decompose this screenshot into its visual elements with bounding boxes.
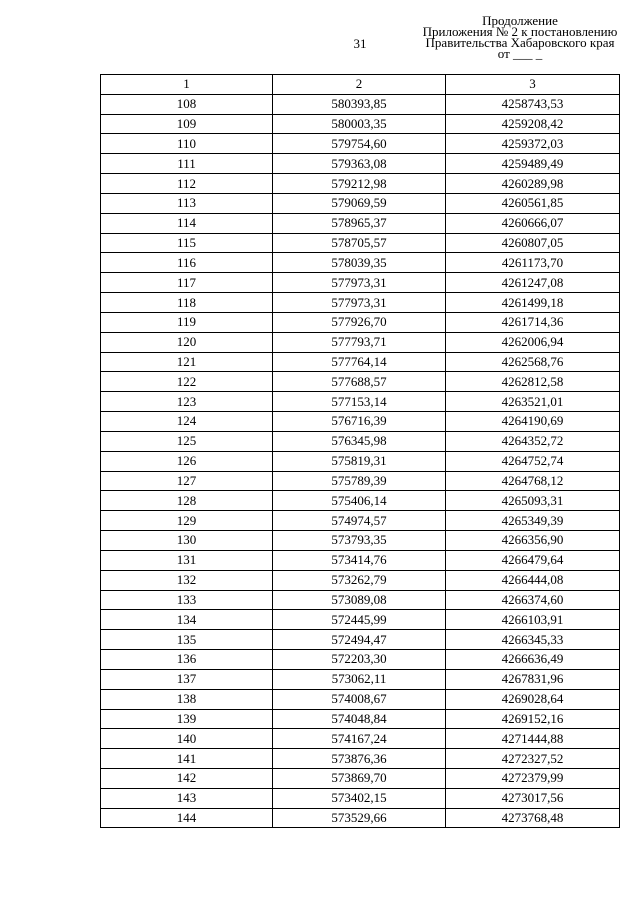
table-cell: 578965,37 [273, 213, 446, 233]
table-row [101, 471, 620, 491]
table-cell: 4266636,49 [446, 650, 620, 670]
header-line: от ___ _ [497, 46, 543, 61]
table-cell: 580393,85 [273, 94, 446, 114]
table-cell: 577973,31 [273, 293, 446, 313]
table-row [101, 531, 620, 551]
table-cell: 4264190,69 [446, 412, 620, 432]
table-cell: 4265349,39 [446, 511, 620, 531]
table-cell: 4259489,49 [446, 154, 620, 174]
table-cell: 576716,39 [273, 412, 446, 432]
table-cell: 120 [101, 332, 273, 352]
table-cell: 124 [101, 412, 273, 432]
table-cell: 579212,98 [273, 174, 446, 194]
table-cell: 577926,70 [273, 312, 446, 332]
table-cell: 125 [101, 431, 273, 451]
table-row [101, 273, 620, 293]
table-row [101, 511, 620, 531]
table-cell: 574167,24 [273, 729, 446, 749]
column-header: 2 [273, 75, 446, 95]
table-row [101, 689, 620, 709]
coordinates-table [100, 74, 620, 828]
table-row [101, 808, 620, 828]
table-cell: 131 [101, 550, 273, 570]
table-cell: 123 [101, 392, 273, 412]
table-row [101, 451, 620, 471]
table-cell: 4264352,72 [446, 431, 620, 451]
table-cell: 121 [101, 352, 273, 372]
table-cell: 135 [101, 630, 273, 650]
table-cell: 4273768,48 [446, 808, 620, 828]
table-cell: 580003,35 [273, 114, 446, 134]
table-cell: 4262812,58 [446, 372, 620, 392]
table-cell: 4260289,98 [446, 174, 620, 194]
table-row [101, 431, 620, 451]
table-cell: 574008,67 [273, 689, 446, 709]
table-cell: 575819,31 [273, 451, 446, 471]
table-cell: 4266374,60 [446, 590, 620, 610]
table-cell: 575789,39 [273, 471, 446, 491]
table-row [101, 233, 620, 253]
table-cell: 4261173,70 [446, 253, 620, 273]
table-row [101, 709, 620, 729]
page-number: 31 [353, 36, 367, 51]
header-line: Приложения № 2 к постановлению [422, 24, 618, 39]
table-cell: 577764,14 [273, 352, 446, 372]
table-row [101, 213, 620, 233]
table-cell: 579069,59 [273, 193, 446, 213]
table-cell: 127 [101, 471, 273, 491]
table-row [101, 491, 620, 511]
table-cell: 143 [101, 788, 273, 808]
table-cell: 4261499,18 [446, 293, 620, 313]
table-row [101, 352, 620, 372]
table-cell: 4266356,90 [446, 531, 620, 551]
table-cell: 4261247,08 [446, 273, 620, 293]
table-cell: 129 [101, 511, 273, 531]
table-row [101, 372, 620, 392]
table-body [101, 94, 620, 828]
table-row [101, 293, 620, 313]
table-cell: 576345,98 [273, 431, 446, 451]
table-cell: 577153,14 [273, 392, 446, 412]
table-cell: 4260561,85 [446, 193, 620, 213]
table-row [101, 788, 620, 808]
table-cell: 4273017,56 [446, 788, 620, 808]
table-cell: 142 [101, 768, 273, 788]
column-header: 3 [446, 75, 620, 95]
table-cell: 4264752,74 [446, 451, 620, 471]
table-cell: 4271444,88 [446, 729, 620, 749]
table-cell: 126 [101, 451, 273, 471]
table-cell: 112 [101, 174, 273, 194]
table-cell: 573089,08 [273, 590, 446, 610]
table-row [101, 154, 620, 174]
table-cell: 575406,14 [273, 491, 446, 511]
table-cell: 578039,35 [273, 253, 446, 273]
table-row [101, 610, 620, 630]
table-cell: 141 [101, 749, 273, 769]
table-cell: 572494,47 [273, 630, 446, 650]
header-line: Правительства Хабаровского края [425, 35, 615, 50]
table-cell: 109 [101, 114, 273, 134]
table-cell: 110 [101, 134, 273, 154]
table-cell: 4267831,96 [446, 669, 620, 689]
table-cell: 139 [101, 709, 273, 729]
table-row [101, 253, 620, 273]
column-header: 1 [101, 75, 273, 95]
table-cell: 579754,60 [273, 134, 446, 154]
table-row [101, 669, 620, 689]
table-row [101, 174, 620, 194]
table-cell: 137 [101, 669, 273, 689]
table-cell: 140 [101, 729, 273, 749]
table-cell: 4262568,76 [446, 352, 620, 372]
table-cell: 577688,57 [273, 372, 446, 392]
table-cell: 573529,66 [273, 808, 446, 828]
table-cell: 4263521,01 [446, 392, 620, 412]
table-cell: 577973,31 [273, 273, 446, 293]
table-header-row [101, 75, 620, 95]
table-cell: 111 [101, 154, 273, 174]
table-row [101, 412, 620, 432]
table-row [101, 312, 620, 332]
table-row [101, 332, 620, 352]
document-header [405, 15, 635, 59]
table-row [101, 193, 620, 213]
table-row [101, 590, 620, 610]
table-cell: 573793,35 [273, 531, 446, 551]
table-cell: 108 [101, 94, 273, 114]
table-cell: 573414,76 [273, 550, 446, 570]
table-cell: 4269028,64 [446, 689, 620, 709]
table-cell: 4258743,53 [446, 94, 620, 114]
table-cell: 116 [101, 253, 273, 273]
table-cell: 133 [101, 590, 273, 610]
table-cell: 119 [101, 312, 273, 332]
table-cell: 4266103,91 [446, 610, 620, 630]
table-cell: 118 [101, 293, 273, 313]
table-cell: 573869,70 [273, 768, 446, 788]
table-row [101, 749, 620, 769]
table-cell: 134 [101, 610, 273, 630]
table-cell: 4261714,36 [446, 312, 620, 332]
table-cell: 115 [101, 233, 273, 253]
table-cell: 572203,30 [273, 650, 446, 670]
table-row [101, 134, 620, 154]
table-cell: 4265093,31 [446, 491, 620, 511]
header-line: Продолжение [482, 13, 558, 28]
table-cell: 4260807,05 [446, 233, 620, 253]
table-cell: 136 [101, 650, 273, 670]
table-cell: 114 [101, 213, 273, 233]
table-cell: 577793,71 [273, 332, 446, 352]
table-cell: 4272327,52 [446, 749, 620, 769]
table-row [101, 729, 620, 749]
table-cell: 4272379,99 [446, 768, 620, 788]
table-cell: 117 [101, 273, 273, 293]
table-row [101, 768, 620, 788]
table-cell: 4266479,64 [446, 550, 620, 570]
table-cell: 128 [101, 491, 273, 511]
table-cell: 144 [101, 808, 273, 828]
table-cell: 4266345,33 [446, 630, 620, 650]
table-cell: 573062,11 [273, 669, 446, 689]
table-row [101, 570, 620, 590]
table-cell: 122 [101, 372, 273, 392]
table-cell: 572445,99 [273, 610, 446, 630]
table-cell: 4266444,08 [446, 570, 620, 590]
table-cell: 4264768,12 [446, 471, 620, 491]
table-cell: 4259372,03 [446, 134, 620, 154]
table-cell: 574048,84 [273, 709, 446, 729]
table-row [101, 550, 620, 570]
table-cell: 4259208,42 [446, 114, 620, 134]
table-cell: 579363,08 [273, 154, 446, 174]
table-cell: 113 [101, 193, 273, 213]
table-cell: 138 [101, 689, 273, 709]
table-row [101, 392, 620, 412]
table-cell: 130 [101, 531, 273, 551]
table-cell: 578705,57 [273, 233, 446, 253]
table-cell: 4269152,16 [446, 709, 620, 729]
table-cell: 573262,79 [273, 570, 446, 590]
table-cell: 132 [101, 570, 273, 590]
table-cell: 573876,36 [273, 749, 446, 769]
table-cell: 573402,15 [273, 788, 446, 808]
table-cell: 574974,57 [273, 511, 446, 531]
table-cell: 4262006,94 [446, 332, 620, 352]
table-cell: 4260666,07 [446, 213, 620, 233]
table-row [101, 630, 620, 650]
table-row [101, 650, 620, 670]
table-row [101, 114, 620, 134]
table-row [101, 94, 620, 114]
